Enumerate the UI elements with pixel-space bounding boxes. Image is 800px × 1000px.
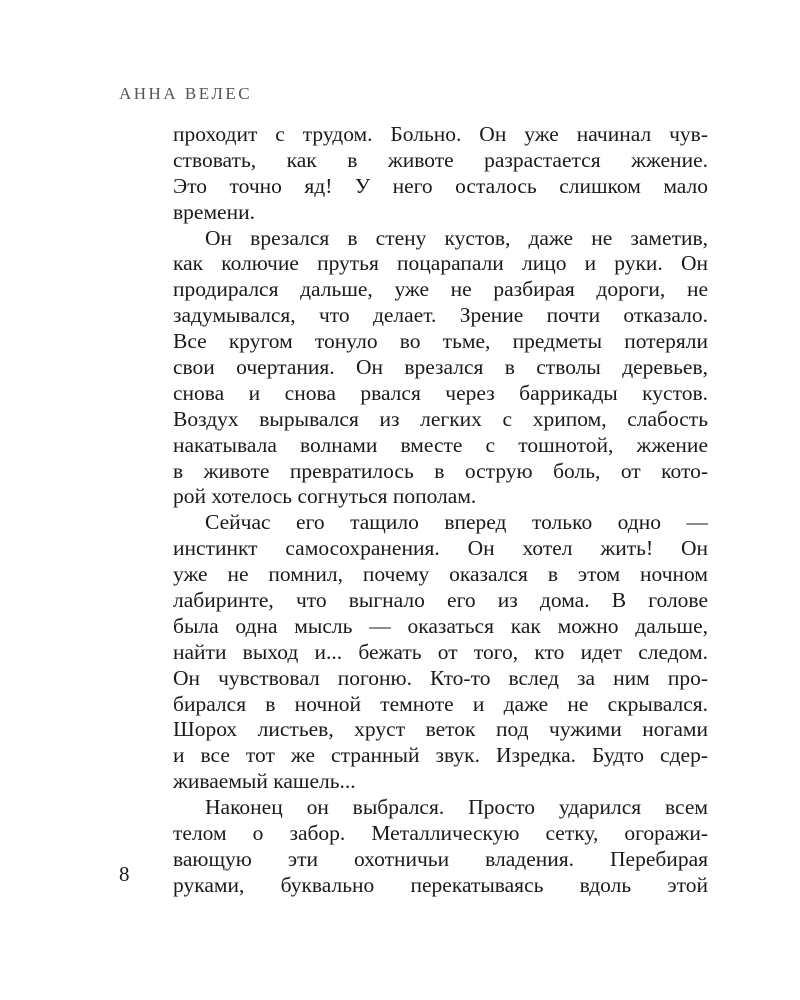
text-line: снова и снова рвался через баррикады кустов. — [173, 380, 708, 405]
text-line: телом о забор. Металлическую сетку, огоражи- — [173, 821, 708, 846]
text-line: бирался в ночной темноте и даже не скрывался. — [173, 691, 708, 716]
text-line: времени. — [173, 199, 255, 224]
text-line: Наконец он выбрался. Просто ударился всем — [205, 795, 708, 820]
text-line: проходит с трудом. Больно. Он уже начинал чув- — [173, 122, 708, 146]
body-text — [173, 122, 708, 899]
text-line: свои очертания. Он врезался в стволы деревьев, — [173, 355, 708, 380]
text-line: Он чувствовал погоню. Кто-то вслед за ним про- — [173, 665, 708, 690]
text-line: ствовать, как в животе разрастается жжение. — [173, 147, 708, 172]
text-line: задумывался, что делает. Зрение почти отказало. — [173, 303, 708, 328]
text-line: была одна мысль — оказаться как можно дальше, — [173, 613, 708, 638]
text-line: лабиринте, что выгнало его из дома. В голове — [173, 588, 708, 613]
text-line: уже не помнил, почему оказался в этом ночном — [173, 562, 708, 587]
text-line: в животе превратилось в острую боль, от кото- — [173, 458, 708, 483]
text-line: найти выход и... бежать от того, кто идет следом. — [173, 639, 708, 664]
text-line: накатывала волнами вместе с тошнотой, жжение — [173, 432, 708, 457]
text-line: рой хотелось согнуться пополам. — [173, 484, 477, 509]
text-line: и все тот же странный звук. Изредка. Будто сдер- — [173, 743, 708, 768]
text-line: как колючие прутья поцарапали лицо и руки. Он — [173, 251, 708, 276]
running-header-author: АННА ВЕЛЕС — [119, 84, 253, 103]
text-line: Шорох листьев, хруст веток под чужими ногами — [173, 717, 708, 742]
text-line: Воздух вырывался из легких с хрипом, слабость — [173, 406, 708, 431]
page-number: 8 — [119, 862, 130, 886]
text-line: живаемый кашель... — [173, 769, 356, 794]
text-line: Это точно яд! У него осталось слишком мало — [173, 173, 708, 198]
text-line: Все кругом тонуло во тьме, предметы потеряли — [173, 329, 708, 354]
text-line: руками, буквально перекатываясь вдоль этой — [173, 872, 708, 897]
text-line: вающую эти охотничьи владения. Перебирая — [173, 846, 708, 871]
text-line: продирался дальше, уже не разбирая дороги, не — [173, 277, 708, 302]
text-line: Сейчас его тащило вперед только одно — — [205, 510, 708, 535]
text-line: инстинкт самосохранения. Он хотел жить! Он — [173, 536, 708, 561]
text-line: Он врезался в стену кустов, даже не заметив, — [205, 225, 708, 250]
